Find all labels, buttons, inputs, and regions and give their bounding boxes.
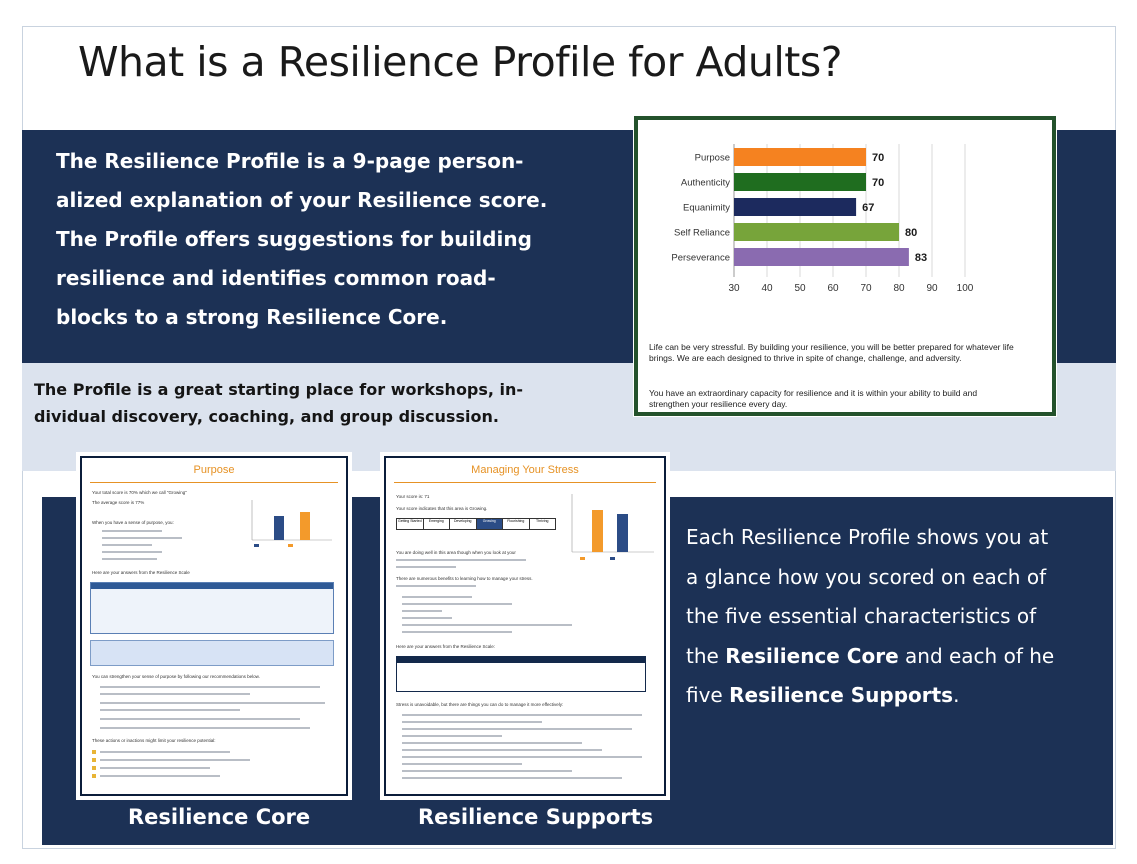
intro-line: The Profile offers suggestions for building	[56, 227, 532, 251]
chart-category-label: Equanimity	[683, 202, 730, 214]
doc-line: There are numerous benefits to learning how to manage your stress.	[396, 576, 533, 581]
chart-data-label: 67	[862, 202, 875, 214]
doc-line: You can strengthen your sense of purpose by following our recommendations below.	[92, 674, 260, 679]
doc-line: These actions or inactions might limit your resilience potential:	[92, 738, 216, 743]
supports-line: Each Resilience Profile shows you at	[686, 525, 1049, 549]
level-cell: Emerging	[424, 519, 451, 529]
chart-data-label: 83	[914, 252, 928, 264]
supports-text-fragment: and each of he	[898, 643, 1055, 668]
chart-bar	[734, 148, 866, 166]
doc-line: Your score is: 71	[396, 494, 430, 499]
chart-category-label: Authenticity	[680, 177, 730, 189]
doc-title: Purpose	[193, 464, 235, 476]
chart-data-label: 80	[905, 227, 918, 239]
chart-category-label: Self Reliance	[674, 227, 730, 239]
doc-line: Here are your answers from the Resilience Scale:	[396, 644, 496, 649]
chart-data-label: 70	[872, 177, 885, 189]
chart-x-tick-label: 40	[761, 283, 773, 294]
doc-line: Your total score is 70% which we call "Growing"	[92, 490, 187, 495]
chart-x-tick-label: 30	[728, 283, 740, 294]
doc-line: The average score is 77%	[92, 500, 145, 505]
resilience-core-label: Resilience Core	[128, 805, 311, 829]
chart-x-tick-label: 50	[794, 283, 806, 294]
score-bar-chart	[638, 120, 1052, 412]
doc-line: When you have a sense of purpose, you:	[92, 520, 174, 525]
chart-caption-line: You have an extraordinary capacity for resilience and it is within your ability to build and	[649, 388, 978, 398]
level-cell: Flourishing	[503, 519, 530, 529]
chart-bar	[734, 198, 856, 216]
doc-line: You are doing well in this area though when you look at your	[396, 550, 516, 555]
chart-caption-line: Life can be very stressful. By building your resilience, you will be better prepared for whatever life	[649, 342, 1014, 352]
chart-bar	[734, 248, 909, 266]
resilience-core-sample-page	[80, 456, 348, 796]
doc-title-rule	[90, 482, 338, 483]
intro-line: The Resilience Profile is a 9-page person-	[56, 149, 524, 173]
supports-line: the five essential characteristics of	[686, 604, 1037, 628]
doc-highlight-box	[90, 640, 334, 666]
starter-line: dividual discovery, coaching, and group discussion.	[34, 407, 499, 426]
chart-x-tick-label: 90	[926, 283, 938, 294]
doc-mini-chart	[240, 498, 335, 550]
starter-line: The Profile is a great starting place for workshops, in-	[34, 380, 524, 399]
chart-category-label: Purpose	[694, 152, 730, 164]
score-chart-card	[634, 116, 1056, 416]
chart-caption-line: strengthen your resilience every day.	[649, 399, 788, 409]
supports-text-fragment: five	[686, 683, 730, 707]
doc-line: Stress is unavoidable, but there are things you can do to manage it more effectively:	[396, 702, 564, 707]
chart-bar	[734, 223, 899, 241]
resilience-core-emphasis: Resilience Core	[725, 643, 899, 668]
intro-line: blocks to a strong Resilience Core.	[56, 305, 448, 329]
doc-title-rule	[394, 482, 656, 483]
chart-x-tick-label: 60	[827, 283, 839, 294]
chart-caption-line: brings. We are each designed to thrive in spite of change, challenge, and adversity.	[649, 353, 962, 363]
doc-line: Here are your answers from the Resilience Scale	[92, 570, 190, 575]
supports-text-fragment: the	[686, 643, 726, 668]
intro-line: alized explanation of your Resilience score.	[56, 188, 548, 212]
supports-line	[686, 676, 1096, 716]
page-title: What is a Resilience Profile for Adults?	[78, 38, 842, 86]
supports-text	[686, 518, 1096, 716]
level-cell: Developing	[450, 519, 477, 529]
supports-text-fragment: .	[953, 683, 960, 707]
chart-bar	[734, 173, 866, 191]
supports-line: a glance how you scored on each of	[686, 564, 1047, 589]
doc-mini-chart	[562, 492, 658, 564]
level-scale	[396, 518, 556, 530]
resilience-supports-emphasis: Resilience Supports	[729, 683, 954, 707]
chart-x-tick-label: 100	[956, 283, 974, 294]
level-cell: Thriving	[536, 519, 549, 523]
doc-answers-table	[396, 656, 646, 692]
starter-text	[34, 376, 574, 430]
doc-title: Managing Your Stress	[471, 464, 579, 476]
level-cell: Getting Started	[397, 519, 424, 529]
supports-line	[686, 637, 1096, 677]
chart-category-label: Perseverance	[671, 252, 730, 264]
intro-line: resilience and identifies common road-	[56, 266, 496, 290]
doc-line: Your score indicates that this area is Growing.	[396, 506, 488, 511]
resilience-supports-label: Resilience Supports	[418, 805, 654, 829]
doc-answers-table	[90, 582, 334, 634]
chart-data-label: 70	[872, 152, 885, 164]
chart-x-tick-label: 80	[893, 283, 905, 294]
level-cell-current: Growing	[477, 519, 504, 529]
intro-text	[56, 142, 576, 337]
resilience-supports-sample-page	[384, 456, 666, 796]
chart-x-tick-label: 70	[860, 283, 872, 294]
